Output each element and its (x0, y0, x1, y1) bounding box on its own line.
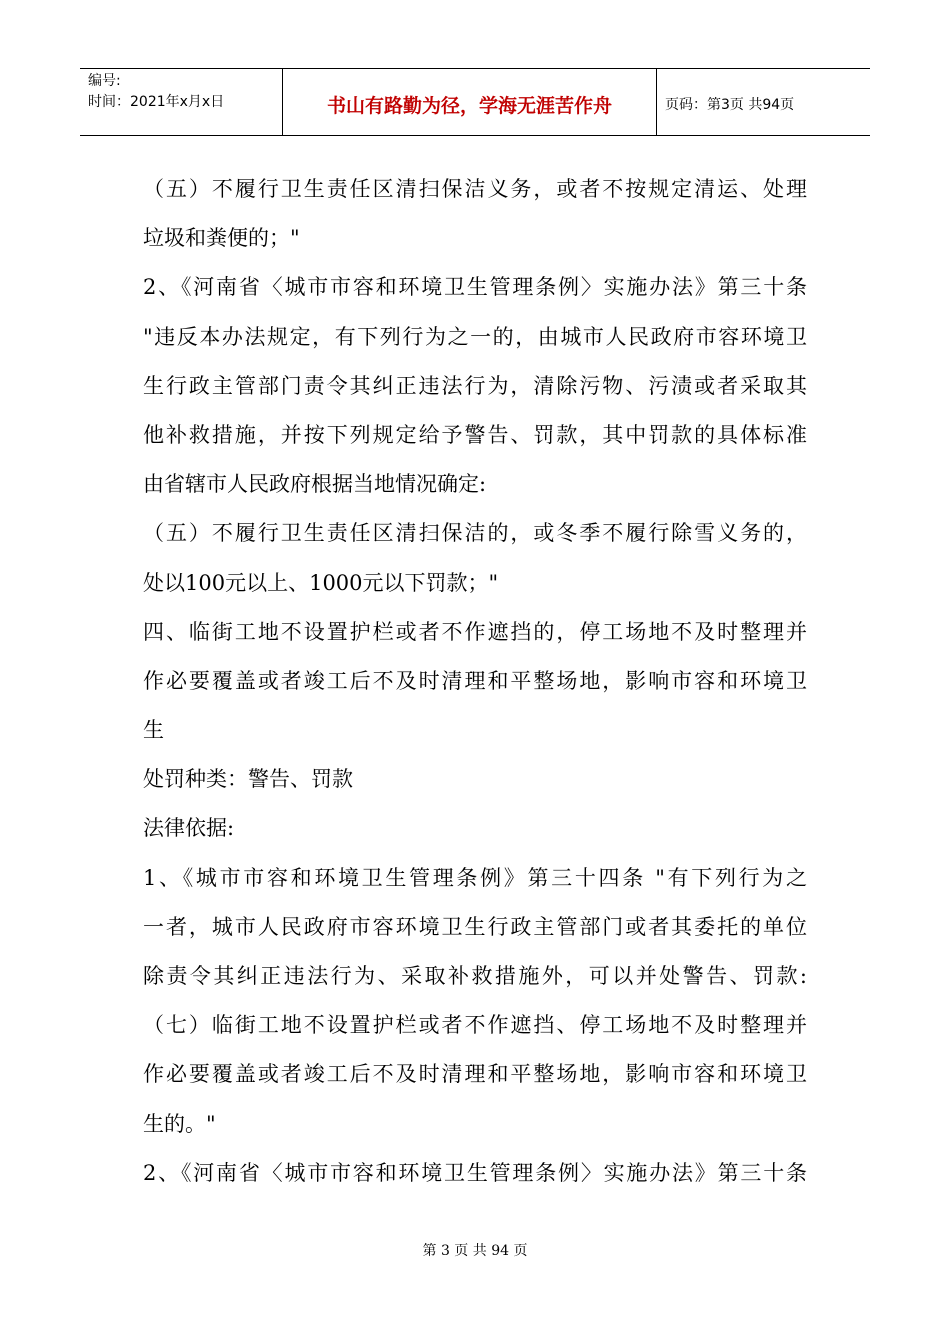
document-time-label: 时间：2021年x月x日 (88, 94, 225, 110)
text-line: 作必要覆盖或者竣工后不及时清理和平整场地，影响市容和环境卫 (143, 1062, 807, 1087)
page-footer: 第 3 页 共 94 页 (422, 1243, 528, 1259)
text-line: 作必要覆盖或者竣工后不及时清理和平整场地，影响市容和环境卫 (143, 668, 807, 693)
text-line: （七）临街工地不设置护栏或者不作遮挡、停工场地不及时整理并 (143, 1013, 807, 1038)
text-line: 四、临街工地不设置护栏或者不作遮挡的，停工场地不及时整理并 (143, 619, 807, 644)
text-line: 处罚种类：警告、罚款 (143, 767, 353, 792)
text-line: 法律依据: (143, 816, 235, 841)
text-line: 生的。" (143, 1111, 216, 1136)
text-line: 1、《城市市容和环境卫生管理条例》第三十四条 "有下列行为之 (143, 865, 807, 890)
text-line: 2、《河南省〈城市市容和环境卫生管理条例〉实施办法》第三十条 (143, 275, 807, 300)
text-line: 他补救措施，并按下列规定给予警告、罚款，其中罚款的具体标准 (143, 422, 807, 447)
document-number-label: 编号: (88, 73, 121, 89)
text-line: 处以100元以上、1000元以下罚款；" (143, 570, 499, 595)
header-meta (80, 69, 283, 135)
text-line: "违反本办法规定，有下列行为之一的，由城市人民政府市容环境卫 (143, 324, 807, 349)
text-line: （五）不履行卫生责任区清扫保洁义务，或者不按规定清运、处理 (143, 177, 807, 201)
text-line: 垃圾和粪便的；" (143, 226, 300, 251)
header-page-info: 页码：第3页 共94页 (665, 97, 795, 113)
text-line: 除责令其纠正违法行为、采取补救措施外，可以并处警告、罚款: (143, 964, 807, 988)
text-line: 生行政主管部门责令其纠正违法行为，清除污物、污渍或者采取其 (143, 373, 807, 398)
header-motto: 书山有路勤为径，学海无涯苦作舟 (283, 69, 657, 135)
text-line: （五）不履行卫生责任区清扫保洁的，或冬季不履行除雪义务的， (143, 521, 807, 546)
text-line: 一者，城市人民政府市容环境卫生行政主管部门或者其委托的单位 (143, 914, 807, 939)
text-line: 2、《河南省〈城市市容和环境卫生管理条例〉实施办法》第三十条 (143, 1160, 807, 1185)
text-line: 由省辖市人民政府根据当地情况确定: (143, 472, 487, 497)
document-body (143, 165, 807, 1198)
text-line: 生 (143, 718, 164, 743)
page-header (80, 68, 870, 136)
